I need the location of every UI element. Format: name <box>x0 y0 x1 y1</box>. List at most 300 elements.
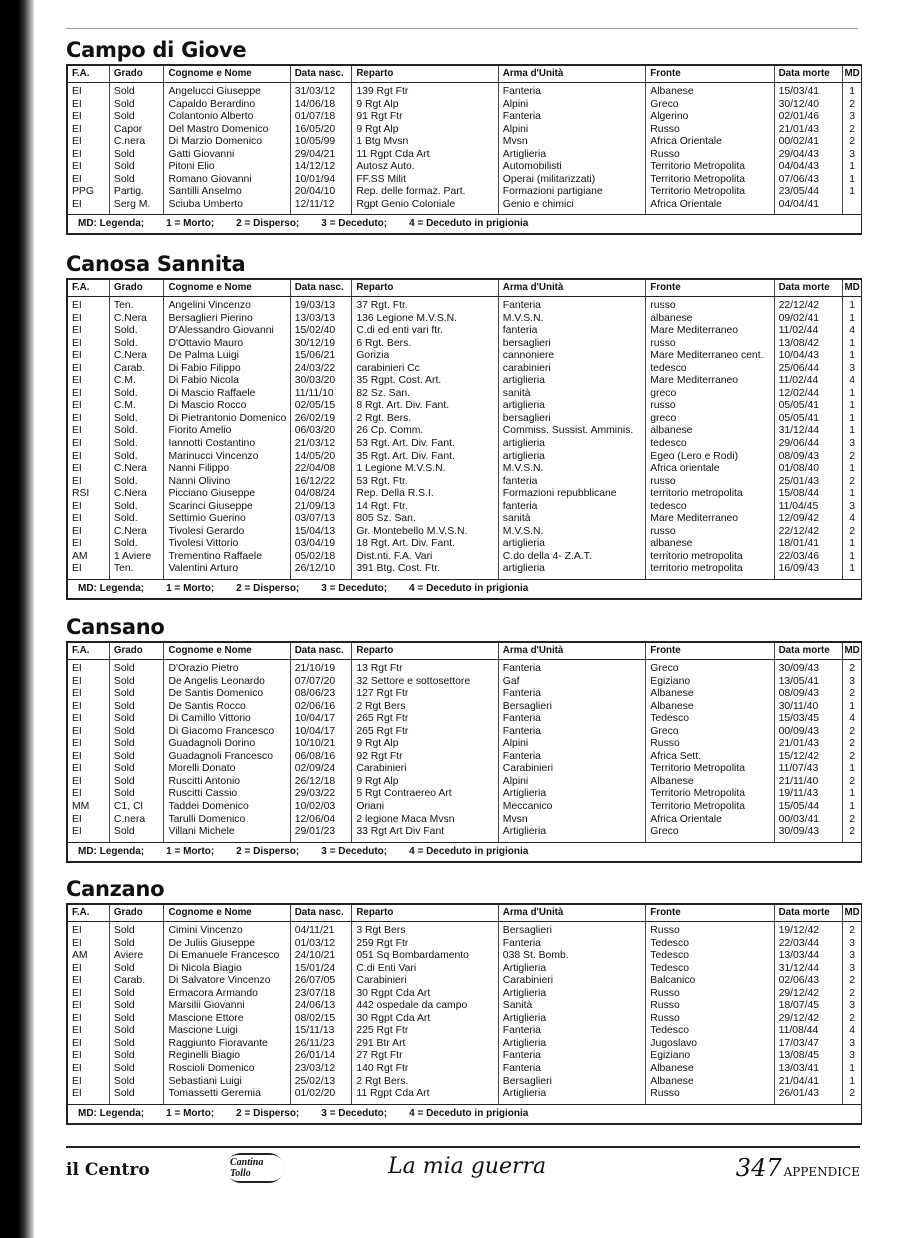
table-cell: 805 Sz. San. <box>352 513 498 526</box>
table-row <box>68 400 861 413</box>
table-cell: 21/03/12 <box>290 438 352 451</box>
table-cell: Gaf <box>498 676 645 689</box>
table-cell: cannoniere <box>498 350 645 363</box>
table-cell: 07/06/43 <box>774 174 843 187</box>
table-cell: 08/02/15 <box>290 1013 352 1026</box>
table-cell: C.Nera <box>109 313 164 326</box>
table-cell: EI <box>68 161 109 174</box>
table-cell: Marinucci Vincenzo <box>164 451 290 464</box>
table-cell: Sold <box>109 938 164 951</box>
table-cell: Sold. <box>109 501 164 514</box>
table-cell: Sciuba Umberto <box>164 199 290 215</box>
table-cell: Picciano Giuseppe <box>164 488 290 501</box>
table-cell: 14/06/18 <box>290 99 352 112</box>
table-cell: 03/07/13 <box>290 513 352 526</box>
table-cell: EI <box>68 375 109 388</box>
table-cell: EI <box>68 1025 109 1038</box>
table-cell: Sold. <box>109 476 164 489</box>
table-cell: Fanteria <box>498 1025 645 1038</box>
table-row <box>68 451 861 464</box>
table-cell: 2 legione Maca Mvsn <box>352 814 498 827</box>
table-cell: 2 <box>849 98 856 110</box>
table-cell: 391 Btg. Cost. Ftr. <box>352 563 498 579</box>
legend-item: 4 = Deceduto in prigionia <box>409 845 529 857</box>
section-title: Canosa Sannita <box>66 252 246 276</box>
table-row <box>68 738 861 751</box>
table-cell: 04/08/24 <box>290 488 352 501</box>
table-row <box>68 551 861 564</box>
table-cell: 051 Sq Bombardamento <box>352 950 498 963</box>
md-legend <box>68 214 861 233</box>
table-cell: Sold <box>109 1013 164 1026</box>
table-cell: greco <box>646 388 774 401</box>
table-cell: 19/11/43 <box>774 788 843 801</box>
table-cell: Sold <box>109 1038 164 1051</box>
table-cell: 2 <box>849 136 856 148</box>
table-frame <box>66 641 862 863</box>
table-cell: Africa Orientale <box>646 199 774 215</box>
table-cell: 3 <box>849 362 856 374</box>
table-cell: Egiziano <box>646 1050 774 1063</box>
table-cell: EI <box>68 425 109 438</box>
table-cell: 5 Rgt Contraereo Art <box>352 788 498 801</box>
table-cell: De Palma Luigi <box>164 350 290 363</box>
table-cell: Formazioni repubblicane <box>498 488 645 501</box>
table-row <box>68 763 861 776</box>
table-cell: 2 Rgt Bers. <box>352 1076 498 1089</box>
table-cell: EI <box>68 701 109 714</box>
table-cell: EI <box>68 726 109 739</box>
table-cell: Gatti Giovanni <box>164 149 290 162</box>
table-cell: 1 <box>849 425 856 437</box>
table-cell: 2 Rgt. Bers. <box>352 413 498 426</box>
table-cell: Formazioni partigiane <box>498 186 645 199</box>
table-row <box>68 988 861 1001</box>
table-cell: fanteria <box>498 501 645 514</box>
table-cell: 22/12/42 <box>774 526 843 539</box>
table-cell: artiglieria <box>498 375 645 388</box>
table-row <box>68 563 861 579</box>
table-cell: EI <box>68 476 109 489</box>
table-cell: C.do della 4- Z.A.T. <box>498 551 645 564</box>
table-row <box>68 513 861 526</box>
legend-item: 1 = Morto; <box>166 583 215 595</box>
table-cell: 265 Rgt Ftr <box>352 726 498 739</box>
table-cell: Fanteria <box>498 83 645 99</box>
column-header: Data nasc. <box>290 905 352 922</box>
table-cell: Artiglieria <box>498 149 645 162</box>
table-cell: Sold <box>109 922 164 938</box>
table-cell: 35 Rgt. Art. Div. Fant. <box>352 451 498 464</box>
table-cell: 11/11/10 <box>290 388 352 401</box>
table-cell: Di Fabio Filippo <box>164 363 290 376</box>
table-cell: Sold. <box>109 425 164 438</box>
table-row <box>68 338 861 351</box>
table-cell: Tivolesi Gerardo <box>164 526 290 539</box>
table-cell: Raggiunto Fioravante <box>164 1038 290 1051</box>
table-cell: 1 <box>849 412 856 424</box>
table-cell: 16/12/22 <box>290 476 352 489</box>
md-legend <box>68 1104 861 1123</box>
table-cell: Territorio Metropolita <box>646 788 774 801</box>
table-cell: EI <box>68 111 109 124</box>
table-cell: Fanteria <box>498 938 645 951</box>
table-cell: 02/09/24 <box>290 763 352 776</box>
table-cell: Rep. Della R.S.I. <box>352 488 498 501</box>
table-row <box>68 1063 861 1076</box>
table-cell: 19/03/13 <box>290 297 352 313</box>
table-cell: Scarinci Giuseppe <box>164 501 290 514</box>
table-cell: 18 Rgt. Art. Div. Fant. <box>352 538 498 551</box>
table-cell: 127 Rgt Ftr <box>352 688 498 701</box>
table-cell: 2 <box>849 738 856 750</box>
table-header-row <box>68 280 861 297</box>
table-cell: Sold. <box>109 338 164 351</box>
table-cell: EI <box>68 350 109 363</box>
column-header: Reparto <box>352 643 498 660</box>
sponsor-logo-text: Cantina Tollo <box>226 1155 284 1181</box>
table-cell: EI <box>68 738 109 751</box>
table-cell: 32 Settore e sottosettore <box>352 676 498 689</box>
table-row <box>68 938 861 951</box>
table-cell: Serg M. <box>109 199 164 215</box>
table-cell: 2 <box>849 975 856 987</box>
table-cell: Fiorito Amelio <box>164 425 290 438</box>
table-cell: C1, Cl <box>109 801 164 814</box>
table-cell: 26/12/18 <box>290 776 352 789</box>
table-cell: Sold <box>109 963 164 976</box>
table-cell: 2 <box>849 750 856 762</box>
table-cell: 1 <box>849 700 856 712</box>
table-cell: 08/09/43 <box>774 688 843 701</box>
section-label: APPENDICE <box>783 1165 860 1179</box>
table-cell: tedesco <box>646 363 774 376</box>
table-cell: Fanteria <box>498 726 645 739</box>
table-cell: Albanese <box>646 1063 774 1076</box>
table-cell: Sold <box>109 99 164 112</box>
table-cell: 82 Sz. San. <box>352 388 498 401</box>
table-cell: EI <box>68 199 109 215</box>
table-cell: Carabinieri <box>352 975 498 988</box>
table-cell: Colantonio Alberto <box>164 111 290 124</box>
table-cell: Rep. delle formaz. Part. <box>352 186 498 199</box>
table-row <box>68 676 861 689</box>
table-cell: 24/06/13 <box>290 1000 352 1013</box>
table-cell: 11/04/45 <box>774 501 843 514</box>
table-cell: Commiss. Sussist. Amminis. <box>498 425 645 438</box>
table-cell: Sold. <box>109 451 164 464</box>
column-header: Cognome e Nome <box>164 66 290 83</box>
table-cell: Albanese <box>646 1076 774 1089</box>
table-cell: EI <box>68 922 109 938</box>
table-cell: Egiziano <box>646 676 774 689</box>
table-cell: 1 <box>849 350 856 362</box>
table-cell: 37 Rgt. Ftr. <box>352 297 498 313</box>
table-cell: 1 <box>849 1075 856 1087</box>
table-cell: 17/03/47 <box>774 1038 843 1051</box>
section-title: Campo di Giove <box>66 38 247 62</box>
column-header: Fronte <box>646 643 774 660</box>
table-cell: Ten. <box>109 563 164 579</box>
table-cell: Sold <box>109 988 164 1001</box>
table-cell: 139 Rgt Ftr <box>352 83 498 99</box>
table-cell: 10/04/43 <box>774 350 843 363</box>
table-cell: Sold <box>109 763 164 776</box>
table-cell: 01/07/18 <box>290 111 352 124</box>
table-cell: Alpini <box>498 776 645 789</box>
table-cell: 26 Cp. Comm. <box>352 425 498 438</box>
table-cell: fanteria <box>498 325 645 338</box>
table-cell: 4 <box>849 375 856 387</box>
table-cell: 11/02/44 <box>774 325 843 338</box>
table-cell: 1 <box>849 538 856 550</box>
table-cell: artiglieria <box>498 400 645 413</box>
table-cell: Algerino <box>646 111 774 124</box>
table-cell: Fanteria <box>498 660 645 676</box>
table-cell: 19/12/42 <box>774 922 843 938</box>
table-cell: Automobilisti <box>498 161 645 174</box>
table-cell: 18/07/45 <box>774 1000 843 1013</box>
column-header: MD <box>843 905 861 922</box>
table-cell: Africa Orientale <box>646 136 774 149</box>
table-cell: Rgpt Genio Coloniale <box>352 199 498 215</box>
table-cell: Bersaglieri <box>498 922 645 938</box>
table-cell: 10/04/17 <box>290 713 352 726</box>
table-cell: Ten. <box>109 297 164 313</box>
table-cell: Capaldo Berardino <box>164 99 290 112</box>
table-cell: Cimini Vincenzo <box>164 922 290 938</box>
table-cell: 15/01/24 <box>290 963 352 976</box>
table-cell: 3 <box>849 937 856 949</box>
column-header: MD <box>843 280 861 297</box>
legend-item: MD: Legenda; <box>78 1107 145 1119</box>
table-cell: 20/04/10 <box>290 186 352 199</box>
table-cell: EI <box>68 501 109 514</box>
table-cell: 1 <box>849 1063 856 1075</box>
table-row <box>68 388 861 401</box>
table-cell: artiglieria <box>498 438 645 451</box>
table-cell: 1 Legione M.V.S.N. <box>352 463 498 476</box>
column-header: F.A. <box>68 280 109 297</box>
table-header-row <box>68 643 861 660</box>
table-cell: Tedesco <box>646 963 774 976</box>
table-row <box>68 99 861 112</box>
table-cell: EI <box>68 325 109 338</box>
table-cell: tedesco <box>646 438 774 451</box>
table-cell: EI <box>68 438 109 451</box>
table-cell: 06/03/20 <box>290 425 352 438</box>
table-cell: 13/08/42 <box>774 338 843 351</box>
table-row <box>68 363 861 376</box>
table-cell: 31/12/44 <box>774 425 843 438</box>
table-cell: EI <box>68 1088 109 1104</box>
table-cell: Tedesco <box>646 950 774 963</box>
table-cell: Sold <box>109 111 164 124</box>
table-header-row <box>68 905 861 922</box>
table-cell: 2 <box>849 987 856 999</box>
table-cell: 15/12/42 <box>774 751 843 764</box>
table-cell: russo <box>646 297 774 313</box>
table-cell: EI <box>68 763 109 776</box>
column-header: Cognome e Nome <box>164 643 290 660</box>
table-cell: Mare Mediterraneo <box>646 325 774 338</box>
table-row <box>68 186 861 199</box>
table-cell: Sold <box>109 1088 164 1104</box>
table-cell: 225 Rgt Ftr <box>352 1025 498 1038</box>
table-cell: Villani Michele <box>164 826 290 842</box>
table-cell: sanità <box>498 513 645 526</box>
table-cell: EI <box>68 963 109 976</box>
table-cell: FF.SS Milit <box>352 174 498 187</box>
table-cell: russo <box>646 400 774 413</box>
table-row <box>68 726 861 739</box>
table-cell: Territorio Metropolita <box>646 174 774 187</box>
table-cell: 3 <box>849 675 856 687</box>
table-cell: 04/11/21 <box>290 922 352 938</box>
table-cell: EI <box>68 400 109 413</box>
table-cell: EI <box>68 938 109 951</box>
table-row <box>68 826 861 842</box>
section-campo-di-giove <box>66 36 862 235</box>
table-cell: Settimio Guerino <box>164 513 290 526</box>
table-cell: artiglieria <box>498 563 645 579</box>
table-row <box>68 788 861 801</box>
column-header: Data morte <box>774 643 843 660</box>
table-cell: 24/03/22 <box>290 363 352 376</box>
table-cell: AM <box>68 950 109 963</box>
table-cell: Di Nicola Biagio <box>164 963 290 976</box>
table-cell: 4 <box>849 513 856 525</box>
legend-item: 2 = Disperso; <box>236 218 300 230</box>
table-cell: 3 <box>849 1037 856 1049</box>
table-cell: 2 <box>849 925 856 936</box>
table-cell: 03/04/19 <box>290 538 352 551</box>
table-cell: 05/02/18 <box>290 551 352 564</box>
table-cell: Territorio Metropolita <box>646 763 774 776</box>
table-row <box>68 975 861 988</box>
table-cell: EI <box>68 526 109 539</box>
table-cell: 25/01/43 <box>774 476 843 489</box>
table-cell: 01/08/40 <box>774 463 843 476</box>
table-cell: Mare Mediterraneo <box>646 375 774 388</box>
table-cell: Oriani <box>352 801 498 814</box>
table-cell: EI <box>68 451 109 464</box>
table-cell: 09/02/41 <box>774 313 843 326</box>
table-cell: 29/04/21 <box>290 149 352 162</box>
column-header: Data nasc. <box>290 280 352 297</box>
table-cell: 4 <box>849 325 856 337</box>
table-cell <box>843 199 861 215</box>
table-cell: Balcanico <box>646 975 774 988</box>
table-cell: 26/11/23 <box>290 1038 352 1051</box>
table-cell: 06/08/16 <box>290 751 352 764</box>
table-row <box>68 375 861 388</box>
table-cell: 6 Rgt. Bers. <box>352 338 498 351</box>
table-cell: EI <box>68 826 109 842</box>
column-header: Reparto <box>352 66 498 83</box>
table-cell: Ermacora Armando <box>164 988 290 1001</box>
table-row <box>68 526 861 539</box>
table-cell: 3 <box>849 1000 856 1012</box>
table-cell: PPG <box>68 186 109 199</box>
column-header: Arma d'Unità <box>498 643 645 660</box>
table-cell: Ruscitti Antonio <box>164 776 290 789</box>
table-cell: 3 <box>849 500 856 512</box>
casualty-table <box>68 280 861 579</box>
table-cell: 21/09/13 <box>290 501 352 514</box>
table-cell: 2 <box>849 450 856 462</box>
table-cell: 3 <box>849 950 856 962</box>
table-cell: Nanni Olivino <box>164 476 290 489</box>
table-row <box>68 476 861 489</box>
table-cell: Alpini <box>498 738 645 751</box>
table-cell: Tedesco <box>646 713 774 726</box>
table-cell: 1 <box>849 488 856 500</box>
table-row <box>68 413 861 426</box>
column-header: Fronte <box>646 66 774 83</box>
legend-item: 3 = Deceduto; <box>321 218 388 230</box>
table-cell: 140 Rgt Ftr <box>352 1063 498 1076</box>
table-cell: 23/05/44 <box>774 186 843 199</box>
table-row <box>68 776 861 789</box>
table-cell: Albanese <box>646 701 774 714</box>
table-cell: greco <box>646 413 774 426</box>
table-cell: 2 Rgt Bers <box>352 701 498 714</box>
table-cell: 15/11/13 <box>290 1025 352 1038</box>
table-cell: Taddei Domenico <box>164 801 290 814</box>
table-cell: 21/01/43 <box>774 124 843 137</box>
table-cell: 259 Rgt Ftr <box>352 938 498 951</box>
table-cell: RSI <box>68 488 109 501</box>
legend-item: 2 = Disperso; <box>236 583 300 595</box>
table-cell: D'Orazio Pietro <box>164 660 290 676</box>
table-cell: carabinieri Cc <box>352 363 498 376</box>
table-cell: 29/12/42 <box>774 1013 843 1026</box>
table-cell: 30/09/43 <box>774 826 843 842</box>
table-cell: EI <box>68 149 109 162</box>
table-row <box>68 111 861 124</box>
table-cell: 1 <box>849 337 856 349</box>
table-cell: Russo <box>646 124 774 137</box>
table-cell: C.M. <box>109 400 164 413</box>
table-cell: 33 Rgt Art Div Fant <box>352 826 498 842</box>
page-number: 347 <box>735 1154 782 1182</box>
table-cell: Artiglieria <box>498 826 645 842</box>
table-cell: 30/12/40 <box>774 99 843 112</box>
legend-item: 4 = Deceduto in prigionia <box>409 1107 529 1119</box>
table-row <box>68 1038 861 1051</box>
column-header: Data morte <box>774 905 843 922</box>
legend-item: MD: Legenda; <box>78 583 145 595</box>
section-canosa-sannita <box>66 250 862 600</box>
table-cell: 08/09/43 <box>774 451 843 464</box>
table-cell: EI <box>68 814 109 827</box>
column-header: Grado <box>109 280 164 297</box>
legend-item: 2 = Disperso; <box>236 845 300 857</box>
table-cell: 2 <box>849 1012 856 1024</box>
table-cell: 1 <box>849 400 856 412</box>
table-cell: 9 Rgt Alp <box>352 776 498 789</box>
table-cell: Greco <box>646 726 774 739</box>
table-cell: 15/03/45 <box>774 713 843 726</box>
table-cell: 02/06/16 <box>290 701 352 714</box>
table-cell: Capor <box>109 124 164 137</box>
table-cell: Sold <box>109 701 164 714</box>
table-cell: Sold. <box>109 513 164 526</box>
table-cell: Di Camillo Vittorio <box>164 713 290 726</box>
column-header: F.A. <box>68 66 109 83</box>
table-cell: Russo <box>646 922 774 938</box>
